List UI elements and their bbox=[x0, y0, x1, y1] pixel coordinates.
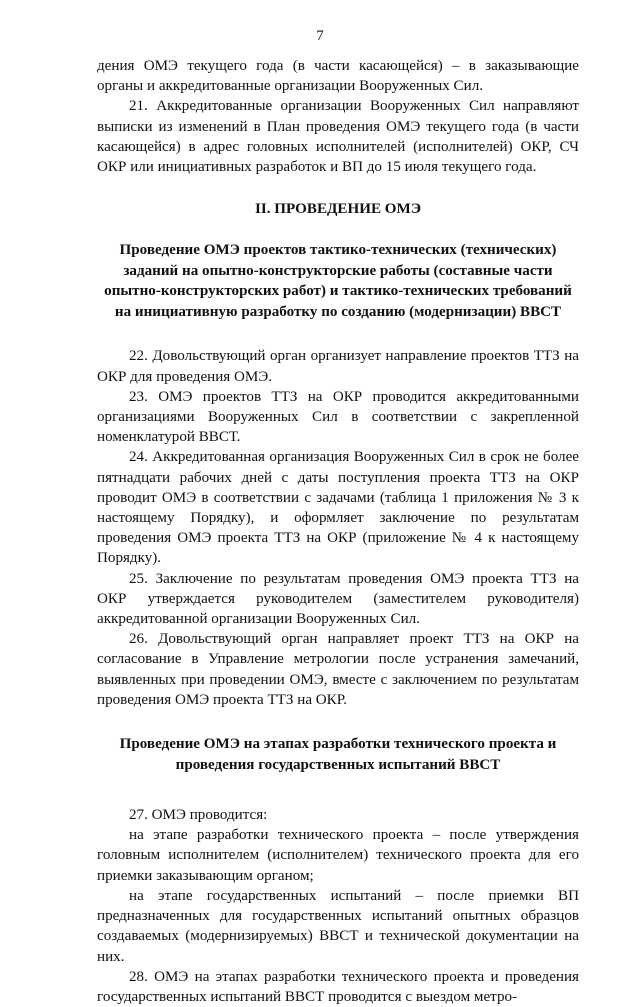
subsection-2-title: Проведение ОМЭ на этапах разработки технического проекта и проведения государственных испытаний ВВСТ bbox=[119, 736, 557, 773]
paragraph-27-item-1: на этапе разработки технического проекта – после утверждения головным исполнителем (исполнителем) технического проекта для его приемки заказывающим органом; bbox=[97, 827, 579, 884]
page-number: 7 bbox=[316, 28, 324, 44]
paragraph-27-item-2: на этапе государственных испытаний – после приемки ВП предназначенных для государственных испытаний опытных образцов создаваемых (модернизируемых) ВВСТ и технической документации на них. bbox=[97, 887, 579, 965]
paragraph-25: 25. Заключение по результатам проведения ОМЭ проекта ТТЗ на ОКР утверждается руководителем (заместителем руководителя) аккредитованной организации Вооруженных Сил. bbox=[97, 570, 579, 628]
subsection-1-title: Проведение ОМЭ проектов тактико-технических (технических) заданий на опытно-конструкторские работы (составные части опытно-конструкторских работ) и тактико-технических требований на инициативную разработку по созданию (модернизации) ВВСТ bbox=[104, 242, 572, 320]
section-title: II. ПРОВЕДЕНИЕ ОМЭ bbox=[254, 201, 422, 218]
document-body bbox=[97, 56, 579, 1007]
paragraph-26: 26. Довольствующий орган направляет проект ТТЗ на ОКР на согласование в Управление метрологии после устранения замечаний, выявленных при проведении ОМЭ, вместе с заключением по результатам проведения ОМЭ проекта ТТЗ на ОКР. bbox=[97, 631, 579, 708]
paragraph-22: 22. Довольствующий орган организует направление проектов ТТЗ на ОКР для проведения ОМЭ. bbox=[97, 348, 579, 385]
paragraph-23: 23. ОМЭ проектов ТТЗ на ОКР проводится аккредитованными организациями Вооруженных Сил в соответствии с закрепленной номенклатурой ВВСТ. bbox=[97, 388, 579, 446]
paragraph-28: 28. ОМЭ на этапах разработки технического проекта и проведения государственных испытаний ВВСТ проводится с выездом метро- bbox=[97, 968, 579, 1005]
paragraph-21: 21. Аккредитованные организации Вооруженных Сил направляют выписки из изменений в План проведения ОМЭ текущего года (в части касающейся) в адрес головных исполнителей (исполнителей) ОКР, СЧ ОКР или инициативных разработок и ВП до 15 июля текущего года. bbox=[97, 98, 579, 176]
paragraph-continuation: дения ОМЭ текущего года (в части касающейся) – в заказывающие органы и аккредитованные организации Вооруженных Сил. bbox=[97, 58, 579, 95]
paragraph-27: 27. ОМЭ проводится: bbox=[129, 807, 268, 824]
paragraph-24: 24. Аккредитованная организация Вооруженных Сил в срок не более пятнадцати рабочих дней с даты поступления проекта ТТЗ на ОКР проводит ОМЭ в соответствии с задачами (таблица 1 приложения № 3 к настоящему Порядку), и оформляет заключение по результатам проведения ОМЭ проекта ТТЗ на ОКР (приложение № 4 к настоящему Порядку). bbox=[97, 449, 579, 567]
